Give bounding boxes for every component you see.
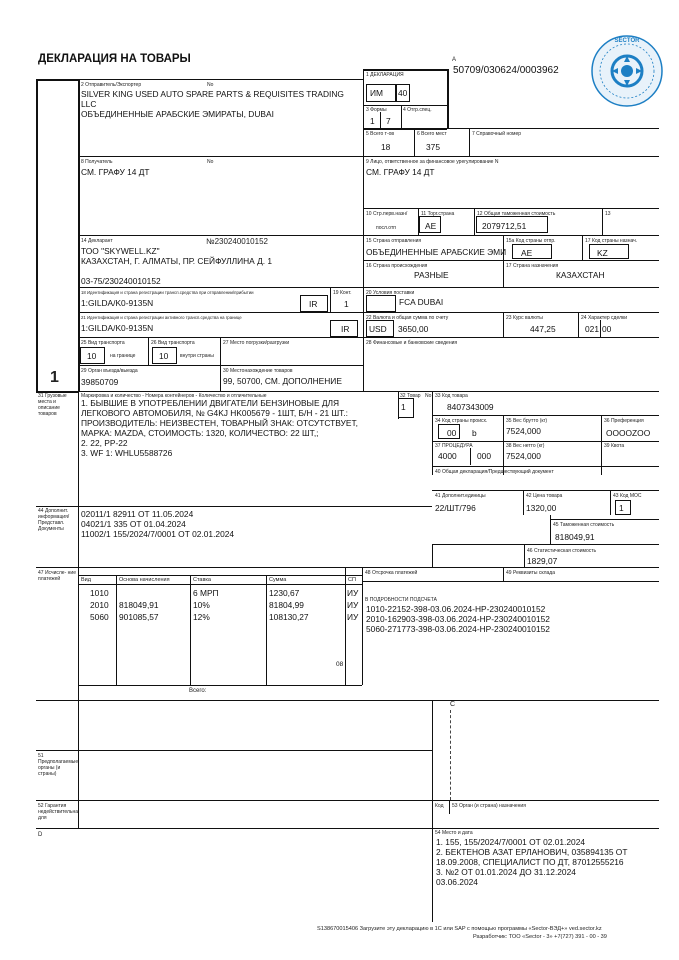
signature-date: 03.06.2024 <box>436 877 478 887</box>
extra-units: 22/ШТ/796 <box>435 503 476 513</box>
f1-code: 40 <box>398 88 408 98</box>
departure-country-code: AE <box>521 248 533 258</box>
pay-row-3-type: 5060 <box>90 612 109 622</box>
invoice-amount: 3650,00 <box>398 324 429 334</box>
pay-row-1-sum: 1230,67 <box>269 588 300 598</box>
transport-mode-inland: 10 <box>159 351 169 361</box>
pay-row-3-base: 901085,57 <box>119 612 159 622</box>
signatory-3: 18.09.2008, СПЕЦИАЛИСТ ПО ДТ, 87012555216 <box>436 857 624 867</box>
sheet-number: 1 <box>50 369 59 386</box>
page-title: ДЕКЛАРАЦИЯ НА ТОВАРЫ <box>38 53 191 65</box>
declarant-code: 03-75/230240010152 <box>81 276 161 286</box>
sender-name: SILVER KING USED AUTO SPARE PARTS & REQUISITES TRADING <box>81 89 344 99</box>
pay-row-2-sp: ИУ <box>347 600 359 610</box>
goods-desc-6: 3. WF 1: WHLU5588726 <box>81 448 173 458</box>
pay-row-3-sum: 108130,27 <box>269 612 309 622</box>
item-number: 1 <box>401 402 406 412</box>
signatory-1: 1. 155, 155/2024/7/0001 ОТ 02.01.2024 <box>436 837 586 847</box>
statistical-value: 1829,07 <box>527 556 558 566</box>
goods-desc-4: МАРКА: MAZDA, СТОИМОСТЬ: 1320, КОЛИЧЕСТВО: 22 ШТ,; <box>81 428 319 438</box>
origin-code: 00 <box>447 428 457 438</box>
goods-desc-3: ПРОИЗВОДИТЕЛЬ: НЕИЗВЕСТЕН, ТОВАРНЫЙ ЗНАК: ОТСУТСТВУЕТ, <box>81 418 358 428</box>
forms-total: 7 <box>386 116 391 126</box>
pay-row-1-rate: 6 МРП <box>193 588 219 598</box>
signatory-2: 2. БЕКТЕНОВ АЗАТ ЕРЛАНОВИЧ, 035894135 ОТ <box>436 847 628 857</box>
pay-row-2-rate: 10% <box>193 600 210 610</box>
sender-country: ОБЪЕДИНЕННЫЕ АРАБСКИЕ ЭМИРАТЫ, DUBAI <box>81 109 274 119</box>
delivery-terms: FCA DUBAI <box>399 297 444 307</box>
item-price: 1320,00 <box>526 503 557 513</box>
recipient: СМ. ГРАФУ 14 ДТ <box>81 167 150 177</box>
container-flag: 1 <box>344 299 349 309</box>
pay-row-3-sp: ИУ <box>347 612 359 622</box>
payments-total: Всего: <box>189 688 207 694</box>
preference: OOOOZOO <box>606 428 651 438</box>
financial-person: СМ. ГРАФУ 14 ДТ <box>366 167 435 177</box>
transport-mode-border: 10 <box>87 351 97 361</box>
gross-weight: 7524,000 <box>506 426 541 436</box>
calc-detail-1: 1010-22152-398-03.06.2024-НР-230240010152 <box>366 604 546 614</box>
declarant-address: КАЗАХСТАН, Г. АЛМАТЫ, ПР. СЕЙФУЛЛИНА Д. 1 <box>81 256 273 266</box>
declarant-name: ТОО "SKYWELL.KZ" <box>81 246 160 256</box>
signatory-4: 3. №2 ОТ 01.01.2024 ДО 31.12.2024 <box>436 867 576 877</box>
entry-office: 39850709 <box>81 377 119 387</box>
pay-row-2-type: 2010 <box>90 600 109 610</box>
origin-country: РАЗНЫЕ <box>414 270 449 280</box>
calc-detail-2: 2010-162903-398-03.06.2024-НР-230240010152 <box>366 614 550 624</box>
pay-row-3-rate: 12% <box>193 612 210 622</box>
f1-label: 1 ДЕКЛАРАЦИЯ <box>366 72 404 78</box>
customs-value: 818049,91 <box>555 532 595 542</box>
f1-type: ИМ <box>370 88 383 98</box>
calc-detail-3: 5060-271773-398-03.06.2024-НР-230240010152 <box>366 624 550 634</box>
procedure-code: 4000 <box>438 451 457 461</box>
exchange-rate: 447,25 <box>530 324 556 334</box>
footer-line-1: S138670015406 Загрузите эту декларацию в 1С или SAP с помощью программы «Sector-ВЭД+» ved.sector.kz <box>317 926 602 932</box>
active-transport-id: 1:GILDA/K0-9135N <box>81 323 154 333</box>
reg-prefix: A <box>452 57 457 63</box>
registration-number: 50709/030624/0003962 <box>453 65 559 76</box>
pay-row-2-sum: 81804,99 <box>269 600 304 610</box>
pay-row-1-type: 1010 <box>90 588 109 598</box>
invoice-currency: USD <box>369 324 387 334</box>
net-weight: 7524,000 <box>506 451 541 461</box>
forms-count: 1 <box>370 116 375 126</box>
transport-country: IR <box>309 299 318 309</box>
total-places: 375 <box>426 142 440 152</box>
stamp-text: SECTOR <box>614 38 640 44</box>
transaction-subtype: 00 <box>602 324 612 334</box>
transport-id: 1:GILDA/K0-9135N <box>81 298 154 308</box>
doc-3: 11002/1 155/2024/7/0001 ОТ 02.01.2024 <box>81 529 235 539</box>
destination-country: КАЗАХСТАН <box>556 270 605 280</box>
departure-country: ОБЪЕДИНЕННЫЕ АРАБСКИЕ ЭМИ <box>366 247 507 257</box>
active-transport-country: IR <box>341 324 350 334</box>
hs-code: 8407343009 <box>447 402 494 412</box>
valuation-method: 1 <box>619 503 624 513</box>
goods-location: 99, 50700, СМ. ДОПОЛНЕНИЕ <box>223 376 342 386</box>
doc-2: 04021/1 335 ОТ 01.04.2024 <box>81 519 186 529</box>
pay-row-1-sp: ИУ <box>347 588 359 598</box>
trade-country: AE <box>425 221 437 231</box>
total-customs-value: 2079712,51 <box>482 221 527 231</box>
goods-desc-5: 2. 22, PP-22 <box>81 438 128 448</box>
destination-country-code: KZ <box>597 248 608 258</box>
goods-desc-2: ЛЕГКОВОГО АВТОМОБИЛЯ, № G4KJ HK005679 - 1ШТ, Б/Н - 21 ШТ.: <box>81 408 348 418</box>
footer-line-2: Разработчик: ТОО «Sector - 3» +7(727) 391 - 00 - 39 <box>473 934 607 940</box>
sector-stamp <box>590 34 664 108</box>
f2-label: 2 Отправитель/Экспортер <box>81 82 142 88</box>
total-items: 18 <box>381 142 391 152</box>
goods-desc-1: 1. БЫВШИЕ В УПОТРЕБЛЕНИИ ДВИГАТЕЛИ БЕНЗИНОВЫЕ ДЛЯ <box>81 398 340 408</box>
procedure-sub: 000 <box>477 451 491 461</box>
transaction-type: 021 <box>585 324 599 334</box>
pay-row-2-base: 818049,91 <box>119 600 159 610</box>
doc-1: 02011/1 82911 ОТ 11.05.2024 <box>81 509 194 519</box>
